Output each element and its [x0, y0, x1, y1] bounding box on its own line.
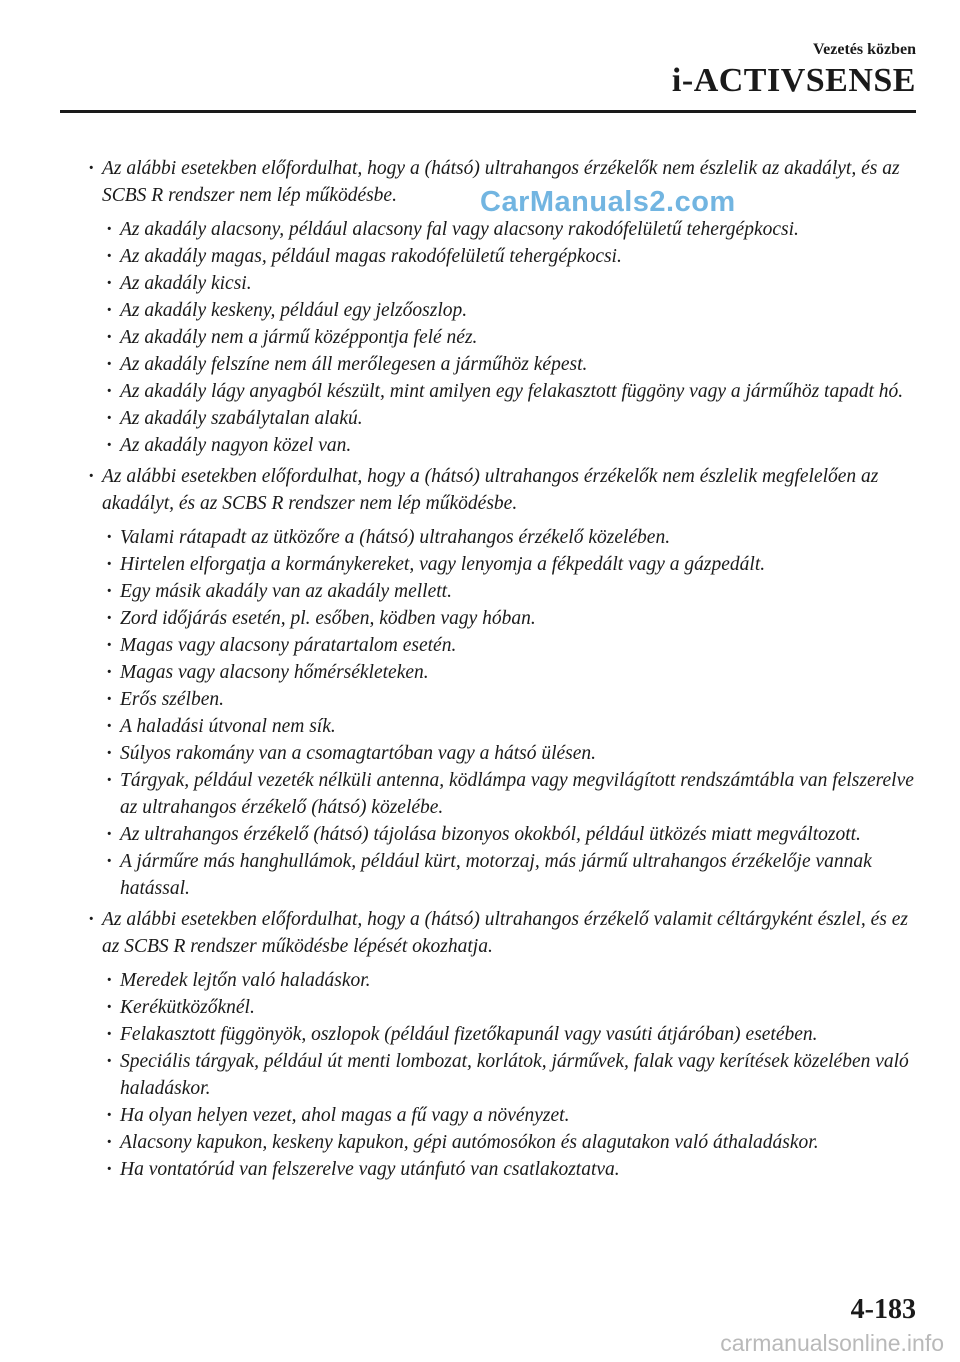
list-item: · A haladási útvonal nem sík.	[88, 713, 918, 740]
section-label: Vezetés közben	[813, 41, 916, 58]
list-item: · Erős szélben.	[88, 686, 918, 713]
list-item: · Az akadály nagyon közel van.	[88, 432, 918, 459]
list-item: · Az akadály lágy anyagból készült, mint amilyen egy felakasztott függöny vagy a járműhöz tapadt hó.	[88, 378, 918, 405]
list-item: · Az akadály alacsony, például alacsony fal vagy alacsony rakodófelületű tehergépkocsi.	[88, 216, 918, 243]
list-item: · Az akadály kicsi.	[88, 270, 918, 297]
list-item: · Felakasztott függönyök, oszlopok (például fizetőkapunál vagy vasúti átjáróban) esetében.	[88, 1021, 918, 1048]
list-item: · Zord időjárás esetén, pl. esőben, ködben vagy hóban.	[88, 605, 918, 632]
page-content	[88, 155, 918, 1187]
group-intro: · Az alábbi esetekben előfordulhat, hogy a (hátsó) ultrahangos érzékelő valamit céltárgyként észlel, és ez az SCBS R rendszer működésbe lépését okozhatja.	[88, 906, 918, 960]
list-item: · Egy másik akadály van az akadály mellett.	[88, 578, 918, 605]
list-item: · Ha olyan helyen vezet, ahol magas a fű vagy a növényzet.	[88, 1102, 918, 1129]
list-item: · Az akadály keskeny, például egy jelzőoszlop.	[88, 297, 918, 324]
group-intro: · Az alábbi esetekben előfordulhat, hogy a (hátsó) ultrahangos érzékelők nem észlelik az akadályt, és az SCBS R rendszer nem lép működésbe.	[88, 155, 918, 209]
list-item: · Hirtelen elforgatja a kormánykereket, vagy lenyomja a fékpedált vagy a gázpedált.	[88, 551, 918, 578]
list-item: · Az akadály felszíne nem áll merőlegesen a járműhöz képest.	[88, 351, 918, 378]
condition-list	[88, 216, 918, 459]
condition-group	[88, 906, 918, 1183]
condition-list	[88, 967, 918, 1183]
group-intro: · Az alábbi esetekben előfordulhat, hogy a (hátsó) ultrahangos érzékelők nem észlelik megfelelően az akadályt, és az SCBS R rendszer nem lép működésbe.	[88, 463, 918, 517]
list-item: · Tárgyak, például vezeték nélküli antenna, ködlámpa vagy megvilágított rendszámtábla van felszerelve az ultrahangos érzékelő (hátsó) közelébe.	[88, 767, 918, 821]
list-item: · Az ultrahangos érzékelő (hátsó) tájolása bizonyos okokból, például ütközés miatt megváltozott.	[88, 821, 918, 848]
list-item: · Magas vagy alacsony hőmérsékleteken.	[88, 659, 918, 686]
list-item: · Valami rátapadt az ütközőre a (hátsó) ultrahangos érzékelő közelében.	[88, 524, 918, 551]
header-divider	[60, 110, 916, 113]
page-number: 4-183	[850, 1294, 916, 1325]
condition-group	[88, 463, 918, 902]
list-item: · Magas vagy alacsony páratartalom esetén.	[88, 632, 918, 659]
condition-list	[88, 524, 918, 902]
list-item: · Az akadály szabálytalan alakú.	[88, 405, 918, 432]
list-item: · Kerékütközőknél.	[88, 994, 918, 1021]
list-item: · Speciális tárgyak, például út menti lombozat, korlátok, járművek, falak vagy kerítések közelében való haladáskor.	[88, 1048, 918, 1102]
list-item: · Alacsony kapukon, keskeny kapukon, gépi autómosókon és alagutakon való áthaladáskor.	[88, 1129, 918, 1156]
list-item: · A járműre más hanghullámok, például kürt, motorzaj, más jármű ultrahangos érzékelője vannak hatással.	[88, 848, 918, 902]
list-item: · Az akadály nem a jármű középpontja felé néz.	[88, 324, 918, 351]
list-item: · Súlyos rakomány van a csomagtartóban vagy a hátsó ülésen.	[88, 740, 918, 767]
list-item: · Az akadály magas, például magas rakodófelületű tehergépkocsi.	[88, 243, 918, 270]
list-item: · Meredek lejtőn való haladáskor.	[88, 967, 918, 994]
chapter-title: i-ACTIVSENSE	[671, 62, 916, 99]
watermark-logo: CarManuals2.com	[480, 186, 736, 218]
footer-url[interactable]: carmanualsonline.info	[720, 1330, 944, 1356]
list-item: · Ha vontatórúd van felszerelve vagy utánfutó van csatlakoztatva.	[88, 1156, 918, 1183]
page-header	[672, 40, 916, 102]
